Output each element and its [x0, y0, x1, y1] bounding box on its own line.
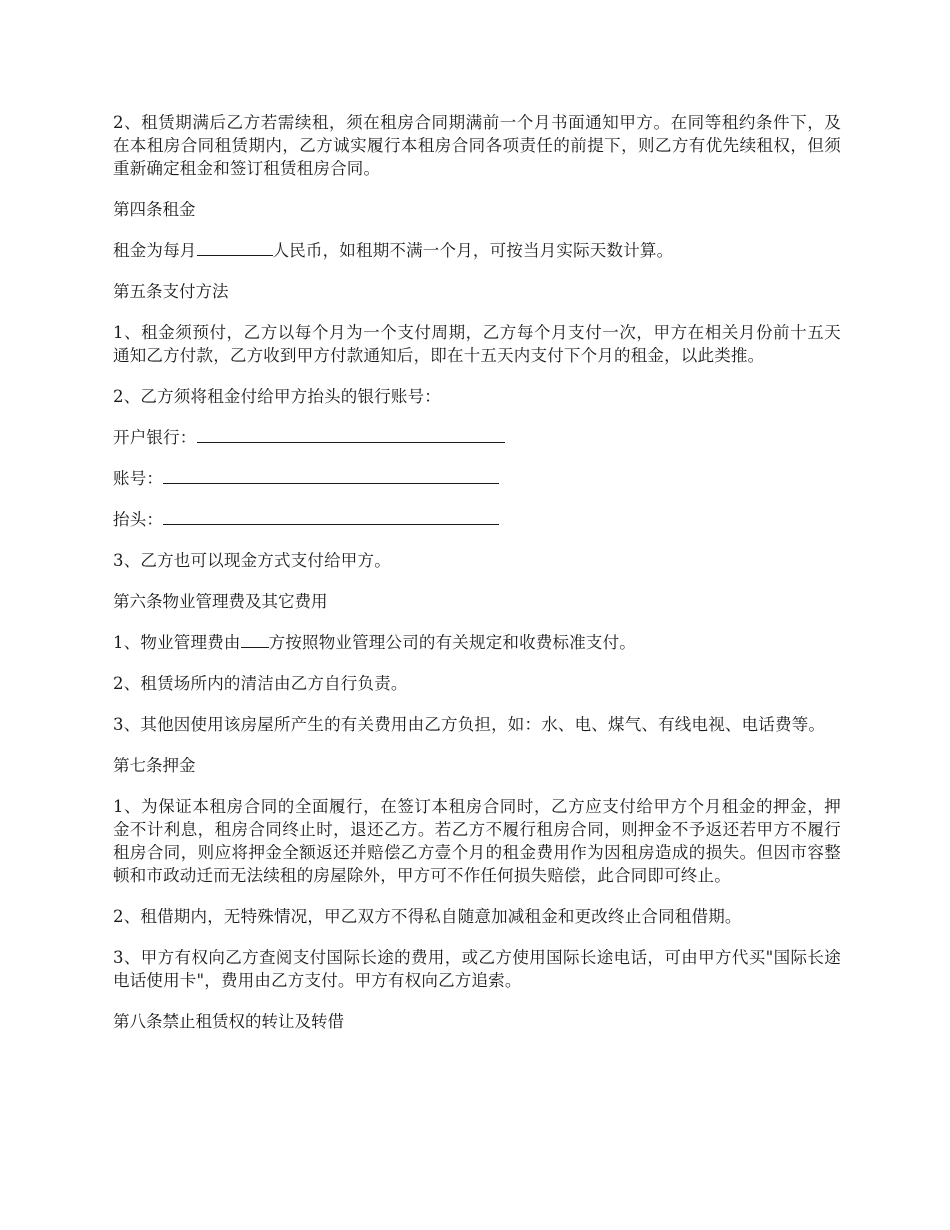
- rent-paragraph: [113, 239, 841, 262]
- party-blank: [241, 631, 269, 648]
- payment-clause-1: 1、租金须预付，乙方以每个月为一个支付周期，乙方每个月支付一次，甲方在相关月份前十五天通知乙方付款，乙方收到甲方付款通知后，即在十五天内支付下个月的租金，以此类推。: [113, 323, 841, 365]
- bank-name-line: [113, 426, 841, 449]
- bank-name-blank: [197, 426, 505, 443]
- fee-clause-3: 3、其他因使用该房屋所产生的有关费用由乙方负担，如：水、电、煤气、有线电视、电话费等。: [113, 715, 826, 734]
- deposit-clause-1: 1、为保证本租房合同的全面履行，在签订本租房合同时，乙方应支付给甲方个月租金的押金，押金不计利息，租房合同终止时，退还乙方。若乙方不履行租房合同，则押金不予返还若甲方不履行租房合同，则应将押金全额返还并赔偿乙方壹个月的租金费用作为因租房造成的损失。但因市容整顿和市政动迁而无法续租的房屋除外，甲方可不作任何损失赔偿，此合同即可终止。: [113, 797, 841, 885]
- payment-clause-2: 2、乙方须将租金付给甲方抬头的银行账号：: [113, 387, 441, 406]
- payee-label: 抬头：: [113, 510, 164, 529]
- account-number-label: 账号：: [113, 469, 164, 488]
- document-page: [113, 111, 841, 1051]
- article-4-heading: 第四条租金: [113, 200, 196, 219]
- article-6-heading: 第六条物业管理费及其它费用: [113, 592, 328, 611]
- article-7-heading: 第七条押金: [113, 756, 196, 775]
- account-number-blank: [163, 467, 499, 484]
- article-8-heading: 第八条禁止租赁权的转让及转借: [113, 1012, 344, 1031]
- account-number-line: [113, 467, 841, 490]
- deposit-clause-3: 3、甲方有权向乙方查阅支付国际长途的费用，或乙方使用国际长途电话，可由甲方代买"国际长途电话使用卡"，费用由乙方支付。甲方有权向乙方追索。: [113, 948, 841, 990]
- fee-text-before: 1、物业管理费由: [113, 633, 241, 652]
- fee-clause-1: [113, 631, 841, 654]
- rent-text-after: 人民币，如租期不满一个月，可按当月实际天数计算。: [272, 241, 674, 260]
- deposit-clause-2: 2、租借期内，无特殊情况，甲乙双方不得私自随意加减租金和更改终止合同租借期。: [113, 907, 742, 926]
- rent-amount-blank: [197, 239, 273, 256]
- fee-clause-2: 2、租赁场所内的清洁由乙方自行负责。: [113, 674, 408, 693]
- payee-line: [113, 508, 841, 531]
- renewal-paragraph: 2、租赁期满后乙方若需续租，须在租房合同期满前一个月书面通知甲方。在同等租约条件下，及在本租房合同租赁期内，乙方诚实履行本租房合同各项责任的前提下，则乙方有优先续租权，但须重新确定租金和签订租赁租房合同。: [113, 113, 841, 178]
- rent-text-before: 租金为每月: [113, 241, 197, 260]
- payment-clause-3: 3、乙方也可以现金方式支付给甲方。: [113, 551, 391, 570]
- article-5-heading: 第五条支付方法: [113, 282, 229, 301]
- payee-blank: [163, 508, 499, 525]
- bank-name-label: 开户银行：: [113, 428, 197, 447]
- fee-text-after: 方按照物业管理公司的有关规定和收费标准支付。: [268, 633, 637, 652]
